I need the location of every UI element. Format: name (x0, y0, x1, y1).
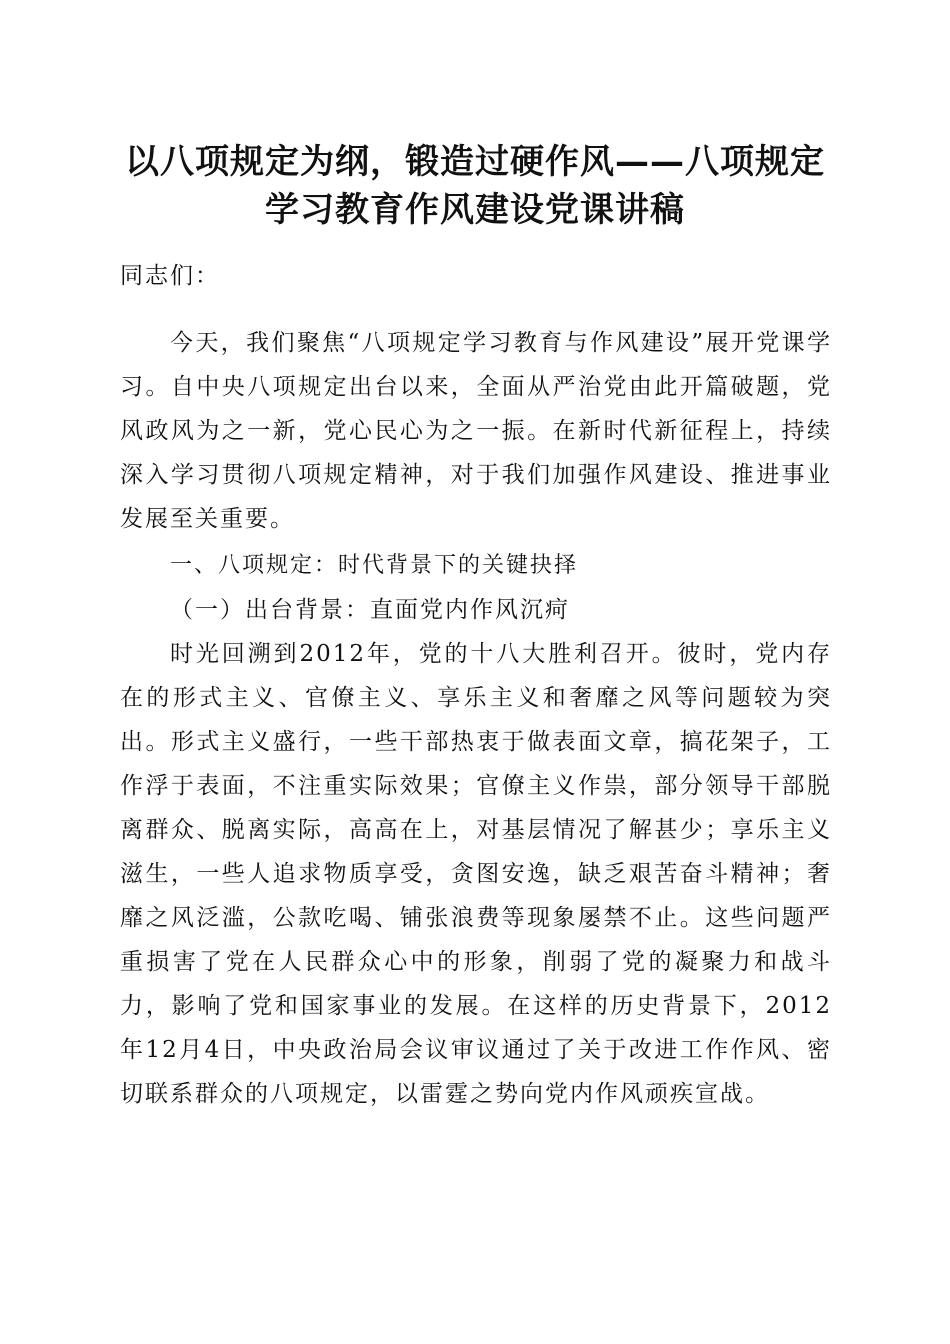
salutation: 同志们： (120, 263, 220, 289)
section-heading-1: 一、八项规定：时代背景下的关键抉择 (170, 553, 579, 578)
background-paragraph: 时光回溯到2012年，党的十八大胜利召开。彼时，党内存在的形式主义、官僚主义、享乐主义和奢靡之风等问题较为突出。形式主义盛行，一些干部热衷于做表面文章，搞花架子，工作浮于表面，不注重实际效果；官僚主义作祟，部分领导干部脱离群众、脱离实际，高高在上，对基层情况了解甚少；享乐主义滋生，一些人追求物质享受，贪图安逸，缺乏艰苦奋斗精神；奢靡之风泛滥，公款吃喝、铺张浪费等现象屡禁不止。这些问题严重损害了党在人民群众心中的形象，削弱了党的凝聚力和战斗力，影响了党和国家事业的发展。在这样的历史背景下，2012年12月4日，中央政治局会议审议通过了关于改进工作作风、密切联系群众的八项规定，以雷霆之势向党内作风顽疾宣战。 (120, 641, 832, 1107)
document-title (100, 138, 850, 234)
subsection-heading-1: （一）出台背景：直面党内作风沉疴 (170, 597, 570, 623)
intro-paragraph: 今天，我们聚焦“八项规定学习教育与作风建设”展开党课学习。自中央八项规定出台以来，全面从严治党由此开篇破题，党风政风为之一新，党心民心为之一振。在新时代新征程上，持续深入学习贯彻八项规定精神，对于我们加强作风建设、推进事业发展至关重要。 (120, 330, 832, 532)
title-line-1: 以八项规定为纲，锻造过硬作风——八项规定 (125, 142, 825, 182)
title-line-2: 学习教育作风建设党课讲稿 (265, 190, 685, 230)
